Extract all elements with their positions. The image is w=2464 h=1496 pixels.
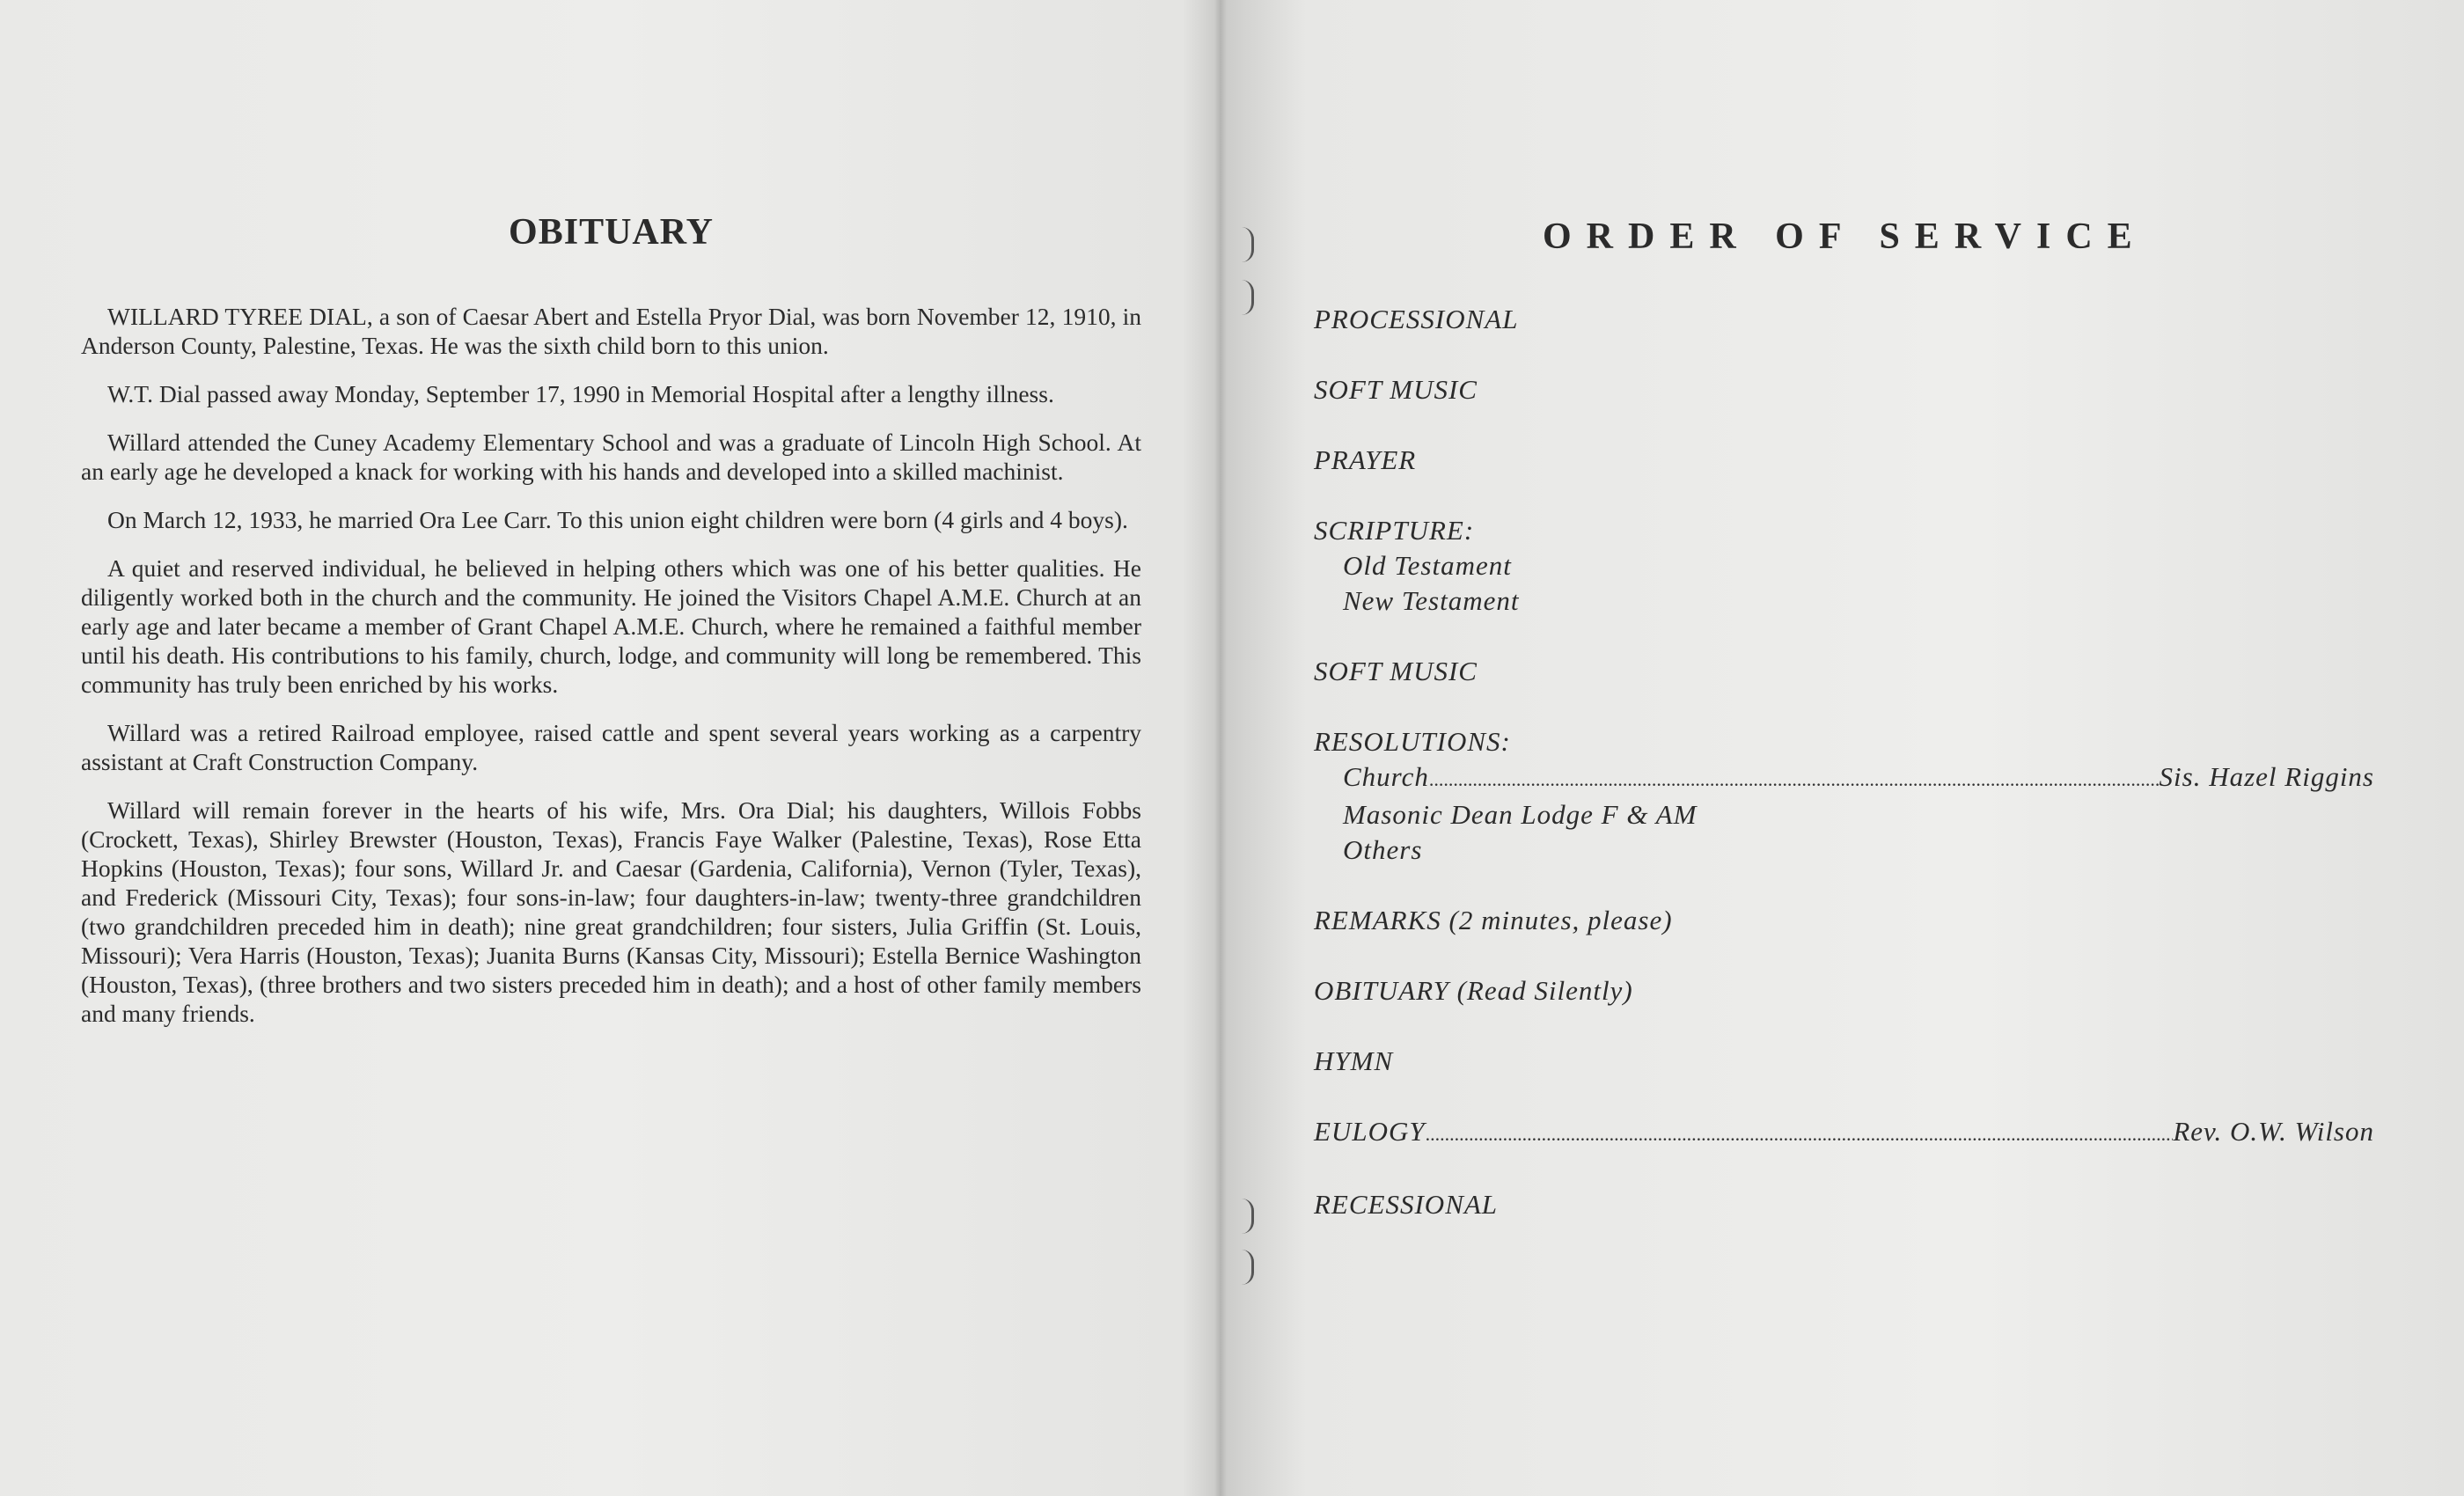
service-item-resolutions [1314, 724, 2374, 868]
obituary-paragraph: Willard was a retired Railroad employee, raised cattle and spent several years working as a carpentry assistant at Craft Construction Company. [81, 719, 1141, 775]
service-item-soft-music: SOFT MUSIC [1314, 656, 1478, 686]
resolution-church-label: Church [1343, 761, 1429, 792]
resolutions-heading: RESOLUTIONS: [1314, 726, 1511, 757]
scripture-heading: SCRIPTURE: [1314, 515, 1475, 546]
order-of-service-title: ORDER OF SERVICE [1543, 216, 2147, 257]
service-item-recessional: RECESSIONAL [1314, 1189, 1499, 1220]
service-item-hymn: HYMN [1314, 1045, 1394, 1076]
obituary-paragraph: On March 12, 1933, he married Ora Lee Carr. To this union eight children were born (4 girls and 4 boys). [107, 506, 1128, 533]
leader-dots [1426, 1117, 2174, 1152]
service-item-soft-music: SOFT MUSIC [1314, 374, 1478, 405]
order-of-service-page [1314, 216, 2374, 1258]
obituary-paragraph: Willard will remain forever in the hearts of his wife, Mrs. Ora Dial; his daughters, Willois Fobbs (Crockett, Texas), Shirley Brewster (Houston, Texas), Francis Faye Walker (Palestine, Texas), Rose Etta Hopkins (Houston, Texas); four sons, Willard Jr. and Caesar (Gardenia, California), Vernon (Tyler, Texas), and Frederick (Missouri City, Texas); four sons-in-law; four daughters-in-law; twenty-three grandchildren (two grandchildren preceded him in death); nine great grandchildren; four sisters, Julia Griffin (St. Louis, Missouri); Vera Harris (Houston, Texas); Juanita Burns (Kansas City, Missouri); Estella Bernice Washington (Houston, Texas), (three brothers and two sisters preceded him in death); and a host of other family members and many friends. [81, 796, 1141, 1027]
leader-dots [1429, 762, 2160, 797]
obituary-paragraph: W.T. Dial passed away Monday, September 17, 1990 in Memorial Hospital after a lengthy illness. [107, 380, 1054, 407]
staple-bottom-2 [1239, 1250, 1254, 1285]
staple-top-2 [1239, 280, 1254, 315]
service-item-prayer: PRAYER [1314, 444, 1417, 475]
scripture-old-testament: Old Testament [1343, 550, 1512, 581]
eulogy-label: EULOGY [1314, 1116, 1426, 1147]
center-fold [1214, 0, 1227, 1496]
service-item-eulogy [1314, 1114, 2374, 1152]
staple-bottom-1 [1239, 1199, 1254, 1234]
service-item-scripture [1314, 513, 2374, 619]
resolution-others: Others [1343, 834, 1423, 865]
service-item-processional: PROCESSIONAL [1314, 304, 1519, 334]
eulogy-speaker: Rev. O.W. Wilson [2173, 1116, 2374, 1147]
service-item-remarks: REMARKS (2 minutes, please) [1314, 905, 1673, 935]
resolution-church-row [1314, 759, 2374, 797]
resolution-church-reader: Sis. Hazel Riggins [2159, 761, 2374, 792]
service-item-obituary: OBITUARY (Read Silently) [1314, 975, 1633, 1006]
obituary-title: OBITUARY [509, 212, 714, 253]
obituary-paragraph: A quiet and reserved individual, he believed in helping others which was one of his better qualities. He diligently worked both in the church and the community. He joined the Visitors Chapel A.M.E. Church at an early age and later became a member of Grant Chapel A.M.E. Church, where he remained a faithful member until his death. His contributions to his family, church, lodge, and community will long be remembered. This community has truly been enriched by his works. [81, 554, 1141, 698]
scripture-new-testament: New Testament [1343, 585, 1520, 616]
obituary-page [81, 211, 1141, 1047]
staple-top-1 [1239, 227, 1254, 262]
obituary-paragraph: Willard attended the Cuney Academy Elementary School and was a graduate of Lincoln High School. At an early age he developed a knack for working with his hands and developed into a skilled machinist. [81, 429, 1141, 485]
obituary-paragraph: WILLARD TYREE DIAL, a son of Caesar Abert and Estella Pryor Dial, was born November 12, 1910, in Anderson County, Palestine, Texas. He was the sixth child born to this union. [81, 303, 1141, 359]
resolution-masonic: Masonic Dean Lodge F & AM [1343, 799, 1698, 830]
